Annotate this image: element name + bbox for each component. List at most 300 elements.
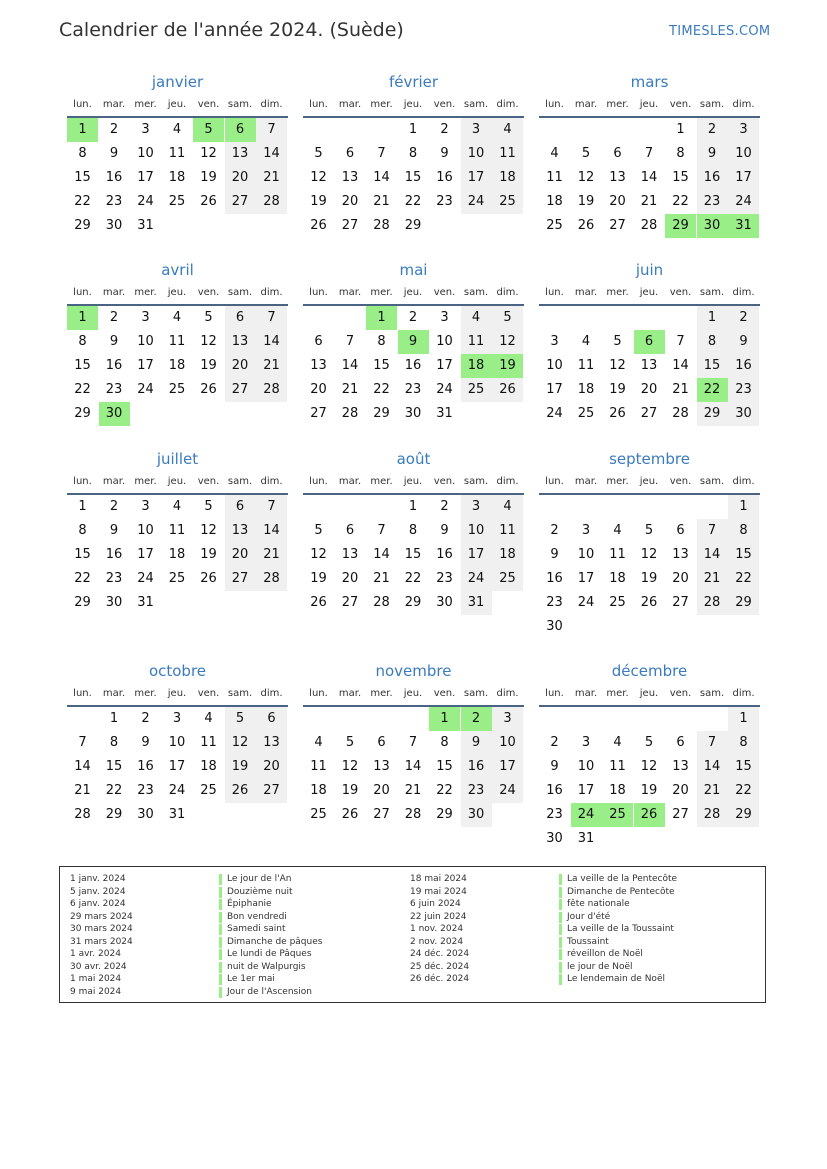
day-cell: 21 — [697, 779, 728, 803]
day-cell: 10 — [577, 547, 595, 562]
day-cell: 9 — [461, 731, 492, 755]
month-name: décembre — [611, 662, 688, 680]
day-cell: 29 — [697, 402, 728, 426]
holiday-date: 1 avr. 2024 — [70, 949, 121, 959]
day-cell: 10 — [168, 735, 186, 750]
day-cell: 2 — [728, 306, 759, 330]
day-cell: 17 — [137, 170, 154, 185]
weekday-label: lun. — [545, 688, 564, 699]
day-cell: 3 — [461, 495, 492, 519]
weekday-label: lun. — [545, 99, 564, 110]
day-cell: 15 — [74, 547, 91, 562]
holiday-name: fête nationale — [567, 899, 630, 909]
day-cell: 26 — [640, 595, 658, 610]
day-cell: 1 — [728, 495, 759, 519]
weekday-label: dim. — [732, 476, 755, 487]
day-cell: 14 — [672, 358, 689, 373]
day-cell: 22 — [74, 571, 91, 586]
day-cell: 15 — [436, 759, 453, 774]
day-cell: 13 — [225, 519, 256, 543]
holiday-name: Épiphanie — [227, 899, 272, 909]
day-cell: 19 — [609, 382, 626, 397]
day-cell: 20 — [310, 382, 327, 397]
weekday-label: ven. — [433, 287, 456, 298]
day-cell: 7 — [644, 146, 654, 161]
day-cell: 8 — [78, 334, 87, 349]
day-cell: 26 — [200, 382, 217, 397]
day-cell: 24 — [137, 382, 154, 397]
day-cell: 27 — [640, 406, 658, 421]
day-cell: 10 — [461, 142, 492, 166]
weekday-label: sam. — [699, 287, 725, 298]
day-cell: 4 — [613, 735, 622, 750]
holiday-day-cell: 26 — [634, 803, 665, 827]
day-cell: 6 — [345, 146, 355, 161]
month-name: février — [388, 73, 439, 91]
day-cell: 30 — [404, 406, 422, 421]
day-cell: 13 — [373, 759, 390, 774]
weekday-label: ven. — [197, 476, 220, 487]
weekday-label: sam. — [699, 476, 725, 487]
weekday-label: jeu. — [403, 476, 423, 487]
holiday-date: 6 juin 2024 — [410, 899, 461, 909]
holiday-date: 1 mai 2024 — [70, 974, 122, 984]
day-cell: 10 — [577, 759, 595, 774]
weekday-label: jeu. — [639, 99, 659, 110]
holiday-day-cell: 1 — [366, 306, 397, 330]
day-cell: 9 — [440, 146, 449, 161]
day-cell: 31 — [137, 595, 154, 610]
day-cell: 20 — [225, 543, 256, 567]
day-cell: 28 — [256, 567, 287, 591]
day-cell: 23 — [105, 194, 123, 209]
holiday-day-cell: 18 — [461, 354, 492, 378]
weekday-label: lun. — [73, 287, 92, 298]
day-cell: 21 — [341, 382, 359, 397]
day-cell: 26 — [200, 571, 217, 586]
weekday-label: jeu. — [167, 476, 187, 487]
day-cell: 3 — [728, 118, 759, 142]
day-cell: 30 — [105, 218, 123, 233]
holiday-marker — [219, 987, 222, 998]
weekday-label: mar. — [102, 99, 126, 110]
day-cell: 4 — [492, 495, 523, 519]
day-cell: 15 — [74, 170, 91, 185]
day-cell: 25 — [546, 218, 563, 233]
day-cell: 29 — [404, 595, 422, 610]
weekday-label: jeu. — [403, 688, 423, 699]
holiday-marker — [219, 874, 222, 885]
day-cell: 20 — [672, 783, 689, 798]
holiday-name: Dimanche de pâques — [227, 936, 323, 947]
holiday-day-cell: 5 — [193, 118, 224, 142]
day-cell: 13 — [640, 358, 658, 373]
day-cell: 21 — [404, 783, 422, 798]
day-cell: 6 — [345, 523, 355, 538]
day-cell: 18 — [168, 170, 186, 185]
day-cell: 3 — [581, 523, 591, 538]
site-link[interactable]: TIMESLES.COM — [669, 24, 771, 39]
day-cell: 1 — [109, 711, 119, 726]
day-cell: 2 — [550, 523, 559, 538]
day-cell: 10 — [728, 142, 759, 166]
day-cell: 14 — [373, 547, 390, 562]
day-cell: 29 — [373, 406, 390, 421]
holiday-day-cell: 6 — [225, 118, 256, 142]
day-cell: 8 — [78, 146, 87, 161]
day-cell: 2 — [697, 118, 728, 142]
day-cell: 13 — [256, 731, 287, 755]
day-cell: 11 — [310, 759, 327, 774]
day-cell: 26 — [310, 595, 327, 610]
weekday-label: ven. — [433, 99, 456, 110]
day-cell: 22 — [728, 779, 759, 803]
holiday-name: le jour de Noël — [567, 961, 633, 972]
day-cell: 5 — [613, 334, 622, 349]
day-cell: 21 — [697, 567, 728, 591]
day-cell: 3 — [141, 310, 150, 325]
day-cell: 28 — [74, 807, 91, 822]
day-cell: 20 — [225, 354, 256, 378]
day-cell: 27 — [256, 779, 287, 803]
holiday-day-cell: 1 — [67, 118, 98, 142]
day-cell: 18 — [310, 783, 327, 798]
day-cell: 24 — [461, 567, 492, 591]
holiday-name: Le 1er mai — [227, 974, 275, 984]
day-cell: 22 — [74, 382, 91, 397]
day-cell: 15 — [672, 170, 689, 185]
weekday-label: mer. — [606, 476, 629, 487]
holiday-day-cell: 6 — [634, 330, 665, 354]
day-cell: 27 — [672, 595, 689, 610]
day-cell: 11 — [168, 146, 186, 161]
day-cell: 3 — [550, 334, 559, 349]
holiday-date: 22 juin 2024 — [410, 911, 467, 922]
weekday-label: ven. — [669, 99, 692, 110]
day-cell: 18 — [609, 783, 626, 798]
weekday-label: dim. — [732, 287, 755, 298]
day-cell: 21 — [256, 354, 287, 378]
day-cell: 6 — [613, 146, 622, 161]
day-cell: 2 — [550, 735, 559, 750]
day-cell: 12 — [341, 759, 359, 774]
day-cell: 15 — [105, 759, 123, 774]
day-cell: 31 — [461, 591, 492, 615]
day-cell: 28 — [373, 595, 390, 610]
day-cell: 19 — [310, 194, 327, 209]
weekday-label: mar. — [574, 476, 598, 487]
weekday-label: mer. — [370, 688, 393, 699]
day-cell: 28 — [697, 591, 728, 615]
day-cell: 4 — [581, 334, 591, 349]
holiday-marker — [219, 949, 222, 960]
day-cell: 17 — [728, 166, 759, 190]
day-cell: 16 — [105, 358, 123, 373]
day-cell: 10 — [137, 334, 154, 349]
day-cell: 23 — [105, 382, 123, 397]
day-cell: 4 — [172, 122, 182, 137]
day-cell: 2 — [141, 711, 150, 726]
holiday-day-cell: 22 — [697, 378, 728, 402]
day-cell: 20 — [341, 194, 359, 209]
weekday-label: mer. — [370, 476, 393, 487]
day-cell: 9 — [697, 142, 728, 166]
day-cell: 31 — [577, 831, 595, 846]
day-cell: 22 — [672, 194, 689, 209]
day-cell: 28 — [640, 218, 658, 233]
month-name: juillet — [156, 450, 199, 468]
day-cell: 23 — [436, 194, 453, 209]
day-cell: 21 — [256, 166, 287, 190]
day-cell: 5 — [314, 146, 323, 161]
day-cell: 28 — [256, 378, 287, 402]
day-cell: 21 — [672, 382, 689, 397]
day-cell: 23 — [404, 382, 422, 397]
holiday-name: La veille de la Pentecôte — [567, 874, 678, 884]
day-cell: 6 — [314, 334, 323, 349]
weekday-label: dim. — [496, 99, 519, 110]
day-cell: 24 — [137, 194, 154, 209]
weekday-label: mar. — [338, 287, 362, 298]
day-cell: 23 — [546, 807, 563, 822]
holiday-marker — [219, 924, 222, 935]
day-cell: 14 — [373, 170, 390, 185]
day-cell: 14 — [341, 358, 359, 373]
weekday-label: mer. — [134, 688, 157, 699]
weekday-label: dim. — [260, 476, 283, 487]
day-cell: 14 — [697, 543, 728, 567]
month-divider — [539, 493, 760, 495]
day-cell: 17 — [461, 166, 492, 190]
day-cell: 12 — [609, 358, 626, 373]
day-cell: 27 — [225, 378, 256, 402]
day-cell: 16 — [404, 358, 422, 373]
holiday-date: 1 janv. 2024 — [70, 874, 126, 884]
weekday-label: jeu. — [167, 99, 187, 110]
day-cell: 5 — [345, 735, 355, 750]
day-cell: 30 — [436, 595, 453, 610]
holiday-day-cell: 29 — [665, 214, 696, 238]
day-cell: 11 — [609, 759, 626, 774]
day-cell: 1 — [676, 122, 685, 137]
holiday-date: 31 mars 2024 — [70, 936, 133, 947]
holiday-date: 26 déc. 2024 — [410, 974, 470, 984]
day-cell: 30 — [105, 595, 123, 610]
holiday-marker — [559, 874, 562, 885]
day-cell: 25 — [310, 807, 327, 822]
weekday-label: ven. — [197, 688, 220, 699]
holiday-marker — [219, 887, 222, 898]
day-cell: 3 — [440, 310, 449, 325]
day-cell: 11 — [168, 334, 186, 349]
day-cell: 24 — [492, 779, 523, 803]
day-cell: 13 — [341, 170, 359, 185]
holiday-marker — [219, 912, 222, 923]
holiday-name: réveillon de Noël — [567, 949, 643, 959]
weekday-label: sam. — [699, 688, 725, 699]
day-cell: 29 — [436, 807, 453, 822]
holiday-marker — [559, 887, 562, 898]
day-cell: 18 — [168, 358, 186, 373]
day-cell: 14 — [256, 519, 287, 543]
weekday-label: lun. — [309, 99, 328, 110]
day-cell: 8 — [440, 735, 449, 750]
day-cell: 7 — [408, 735, 418, 750]
day-cell: 9 — [109, 146, 119, 161]
weekday-label: lun. — [545, 287, 564, 298]
holiday-marker — [219, 899, 222, 910]
day-cell: 17 — [577, 783, 595, 798]
day-cell: 7 — [697, 731, 728, 755]
day-cell: 16 — [697, 166, 728, 190]
weekday-label: sam. — [463, 476, 489, 487]
day-cell: 4 — [172, 310, 182, 325]
day-cell: 6 — [676, 735, 685, 750]
day-cell: 8 — [78, 523, 87, 538]
day-cell: 25 — [200, 783, 217, 798]
day-cell: 20 — [225, 166, 256, 190]
day-cell: 26 — [577, 218, 595, 233]
holiday-date: 6 janv. 2024 — [70, 899, 126, 909]
holiday-date: 30 mars 2024 — [70, 924, 133, 934]
day-cell: 28 — [404, 807, 422, 822]
weekday-label: dim. — [260, 688, 283, 699]
day-cell: 29 — [74, 595, 91, 610]
day-cell: 15 — [373, 358, 390, 373]
day-cell: 13 — [225, 330, 256, 354]
day-cell: 8 — [109, 735, 119, 750]
day-cell: 26 — [609, 406, 626, 421]
day-cell: 15 — [74, 358, 91, 373]
day-cell: 12 — [492, 330, 523, 354]
day-cell: 11 — [492, 519, 523, 543]
weekday-label: ven. — [433, 688, 456, 699]
weekday-label: mar. — [338, 688, 362, 699]
weekday-label: dim. — [496, 287, 519, 298]
weekday-label: dim. — [496, 476, 519, 487]
weekday-label: sam. — [463, 287, 489, 298]
day-cell: 22 — [404, 194, 422, 209]
day-cell: 28 — [341, 406, 359, 421]
day-cell: 13 — [310, 358, 327, 373]
day-cell: 11 — [577, 358, 595, 373]
day-cell: 21 — [256, 543, 287, 567]
day-cell: 9 — [109, 523, 119, 538]
day-cell: 1 — [408, 499, 418, 514]
holiday-name: Le jour de l'An — [227, 874, 292, 884]
day-cell: 27 — [609, 218, 626, 233]
day-cell: 18 — [609, 571, 626, 586]
day-cell: 16 — [728, 354, 759, 378]
day-cell: 14 — [74, 759, 91, 774]
day-cell: 4 — [204, 711, 213, 726]
weekday-label: mar. — [338, 99, 362, 110]
day-cell: 6 — [676, 523, 685, 538]
day-cell: 5 — [204, 310, 213, 325]
day-cell: 5 — [492, 306, 523, 330]
holiday-name: Le lendemain de Noël — [567, 974, 665, 984]
day-cell: 31 — [137, 218, 154, 233]
day-cell: 12 — [310, 547, 327, 562]
weekday-label: ven. — [197, 99, 220, 110]
day-cell: 12 — [225, 731, 256, 755]
day-cell: 20 — [256, 755, 287, 779]
day-cell: 30 — [461, 803, 492, 827]
day-cell: 2 — [408, 310, 418, 325]
day-cell: 25 — [609, 595, 626, 610]
month-name: août — [396, 450, 431, 468]
day-cell: 6 — [225, 306, 256, 330]
day-cell: 16 — [436, 547, 453, 562]
holiday-day-cell: 1 — [429, 707, 460, 731]
weekday-label: mar. — [102, 287, 126, 298]
day-cell: 23 — [546, 595, 563, 610]
day-cell: 19 — [577, 194, 595, 209]
day-cell: 17 — [436, 358, 453, 373]
day-cell: 15 — [697, 354, 728, 378]
weekday-label: jeu. — [167, 287, 187, 298]
day-cell: 2 — [440, 499, 449, 514]
day-cell: 5 — [204, 499, 213, 514]
weekday-label: mar. — [102, 476, 126, 487]
holiday-date: 25 déc. 2024 — [410, 961, 470, 972]
day-cell: 16 — [546, 571, 563, 586]
day-cell: 20 — [373, 783, 390, 798]
day-cell: 27 — [672, 807, 689, 822]
day-cell: 7 — [377, 146, 386, 161]
day-cell: 26 — [341, 807, 359, 822]
holiday-marker — [219, 962, 222, 973]
month-name: juin — [635, 261, 664, 279]
day-cell: 27 — [310, 406, 327, 421]
day-cell: 8 — [408, 146, 418, 161]
day-cell: 7 — [78, 735, 87, 750]
holiday-date: 9 mai 2024 — [70, 986, 122, 997]
day-cell: 12 — [577, 170, 595, 185]
month-divider — [539, 705, 760, 707]
day-cell: 12 — [200, 334, 217, 349]
weekday-label: mer. — [134, 99, 157, 110]
day-cell: 19 — [200, 170, 217, 185]
day-cell: 15 — [728, 755, 759, 779]
weekday-label: jeu. — [167, 688, 187, 699]
weekday-label: ven. — [669, 688, 692, 699]
weekday-label: mer. — [606, 688, 629, 699]
day-cell: 3 — [172, 711, 182, 726]
day-cell: 6 — [256, 707, 287, 731]
month-name: octobre — [148, 662, 207, 680]
day-cell: 3 — [581, 735, 591, 750]
weekday-label: mer. — [606, 287, 629, 298]
day-cell: 1 — [408, 122, 418, 137]
weekday-label: ven. — [669, 476, 692, 487]
day-cell: 22 — [105, 783, 123, 798]
day-cell: 28 — [256, 190, 287, 214]
day-cell: 15 — [404, 547, 422, 562]
weekday-label: sam. — [227, 287, 253, 298]
day-cell: 27 — [225, 190, 256, 214]
day-cell: 27 — [341, 218, 359, 233]
day-cell: 29 — [728, 591, 759, 615]
holiday-name: Dimanche de Pentecôte — [567, 886, 675, 897]
day-cell: 27 — [341, 595, 359, 610]
holiday-date: 24 déc. 2024 — [410, 949, 470, 959]
day-cell: 10 — [461, 519, 492, 543]
month-name: septembre — [609, 450, 690, 468]
holiday-marker — [559, 949, 562, 960]
day-cell: 9 — [141, 735, 150, 750]
day-cell: 13 — [672, 759, 689, 774]
